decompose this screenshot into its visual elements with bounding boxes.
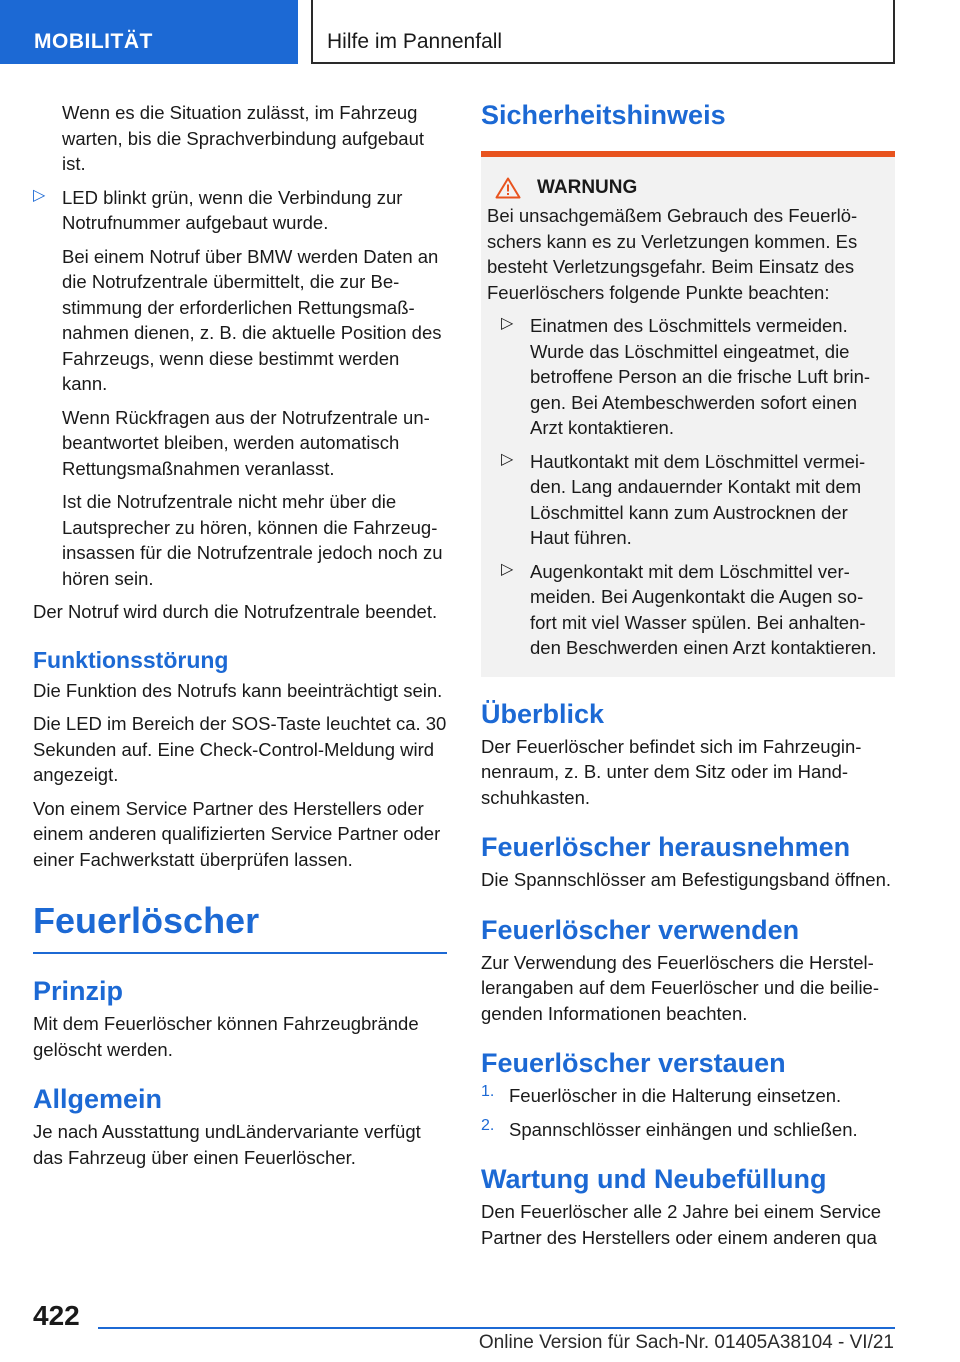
warning-triangle-icon — [495, 177, 521, 199]
warning-box — [481, 151, 895, 677]
chapter-title: Feuerlöscher — [33, 900, 447, 954]
paragraph: Wenn es die Situation zulässt, im Fahrzeug warten, bis die Sprachverbindung aufgebaut ist. — [62, 102, 425, 174]
heading-principle: Prinzip — [33, 976, 124, 1006]
list-item-text: Augenkontakt mit dem Löschmittel vermeiden. Bei Augenkontakt die Augen sofort mit viel Wasser spülen. Bei anhaltenden Beschwerden einen Arzt kontaktieren. — [530, 560, 877, 658]
right-column — [481, 100, 895, 1250]
paragraph: Ist die Notrufzentrale nicht mehr über die Lautsprecher zu hören, können die Fahrzeuginsassen für die Notrufzentrale jedoch noch zu hören sein. — [62, 491, 443, 589]
list-item — [33, 185, 447, 236]
triangle-bullet-icon: ▷ — [33, 186, 46, 204]
heading-remove: Feuerlöscher herausnehmen — [481, 832, 851, 862]
step-number: 1. — [481, 1083, 495, 1100]
warning-label: WARNUNG — [537, 177, 638, 198]
header-topic: Hilfe im Pannenfall — [311, 0, 895, 64]
page-number: 422 — [33, 1300, 80, 1331]
paragraph: Die LED im Bereich der SOS-Taste leuchtet ca. 30 Sekunden auf. Eine Check-Control-Meldung wird angezeigt. — [33, 713, 447, 785]
list-item-text: Hautkontakt mit dem Löschmittel vermeiden. Lang andauernder Kontakt mit dem Löschmittel kann zum Austrocknen der Haut führen. — [530, 450, 866, 548]
triangle-bullet-icon: ▷ — [501, 315, 514, 332]
heading-safety: Sicherheitshinweis — [481, 100, 726, 130]
step-number: 2. — [481, 1116, 495, 1134]
warning-text: Bei unsachgemäßem Gebrauch des Feuerlöschers kann es zu Verletzungen kommen. Es besteht Verletzungsgefahr. Beim Einsatz des Feuerlöschers folgende Punkte beachten: — [487, 205, 858, 303]
paragraph: Mit dem Feuerlöscher können Fahrzeugbrände gelöscht werden. — [33, 1013, 419, 1060]
numbered-step — [481, 1083, 895, 1109]
heading-overview: Überblick — [481, 698, 605, 729]
list-item-text: Einatmen des Löschmittels vermeiden. Wurde das Löschmittel eingeatmet, die betroffene Person an die frische Luft bringen. Bei Atembeschwerden sofort einen Arzt kontaktieren. — [530, 315, 871, 438]
header-section: MOBILITÄT — [0, 0, 298, 64]
list-item — [501, 449, 881, 551]
paragraph: Der Notruf wird durch die Notrufzentrale beendet. — [33, 601, 438, 622]
paragraph: Von einem Service Partner des Herstellers oder einem anderen qualifizierten Service Partner oder einer Fachwerkstatt überprüfen lassen. — [33, 797, 441, 870]
paragraph: Bei einem Notruf über BMW werden Daten an die Notrufzentrale übermittelt, die zur Bestimmung der erforderlichen Rettungsmaßnahmen dienen, z. B. die aktuelle Position des Fahrzeugs, wenn diese bestimmt werden kann. — [62, 245, 442, 394]
heading-maintenance: Wartung und Neubefüllung — [481, 1164, 827, 1194]
list-item — [501, 313, 881, 441]
heading-malfunction: Funktionsstörung — [33, 646, 229, 673]
step-text: Feuerlöscher in die Halterung einsetzen. — [509, 1085, 842, 1106]
paragraph: Je nach Ausstattung undLändervariante verfügt das Fahrzeug über einen Feuerlöscher. — [33, 1121, 421, 1168]
list-item — [501, 559, 881, 661]
triangle-bullet-icon: ▷ — [501, 450, 514, 468]
left-column — [33, 100, 447, 1170]
heading-general: Allgemein — [33, 1084, 163, 1114]
paragraph: Die Funktion des Notrufs kann beeinträchtigt sein. — [33, 679, 443, 701]
heading-stow: Feuerlöscher verstauen — [481, 1048, 786, 1078]
footer-online-version: Online Version für Sach-Nr. 01405A38104 - VI/21 — [478, 1332, 894, 1353]
triangle-bullet-icon: ▷ — [501, 560, 514, 578]
numbered-step — [481, 1117, 895, 1143]
paragraph: Den Feuerlöscher alle 2 Jahre bei einem Service Partner des Herstellers oder einem anderen qua — [481, 1201, 882, 1248]
heading-use: Feuerlöscher verwenden — [481, 914, 800, 945]
paragraph: Zur Verwendung des Feuerlöschers die Herstellerangaben auf dem Feuerlöscher und die beiliegenden Informationen beachten. — [481, 951, 880, 1024]
footer-divider — [98, 1327, 895, 1329]
step-text: Spannschlösser einhängen und schließen. — [509, 1118, 858, 1140]
list-item-text: LED blinkt grün, wenn die Verbindung zur Notrufnummer aufgebaut wurde. — [62, 186, 403, 233]
paragraph: Wenn Rückfragen aus der Notrufzentrale unbeantwortet bleiben, werden automatisch Rettungsmaßnahmen veranlasst. — [62, 406, 430, 479]
paragraph: Der Feuerlöscher befindet sich im Fahrzeuginnenraum, z. B. unter dem Sitz oder im Handschuhkasten. — [481, 735, 862, 808]
paragraph: Die Spannschlösser am Befestigungsband öffnen. — [481, 869, 892, 890]
warning-title — [495, 177, 881, 199]
